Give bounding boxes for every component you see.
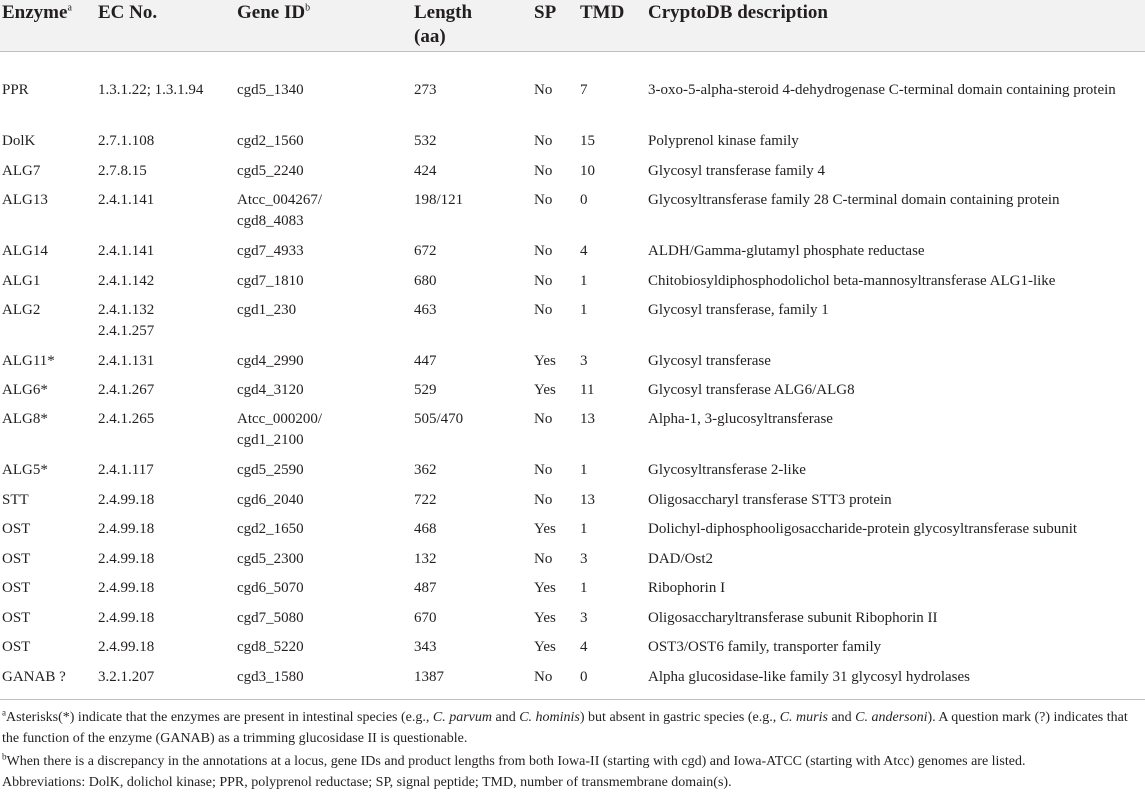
cell-sp: No [534, 551, 553, 567]
cell-enzyme: OST [2, 639, 31, 655]
cell-desc: OST3/OST6 family, transporter family [648, 639, 882, 655]
cell-length: 672 [414, 243, 437, 259]
cell-sp: No [534, 133, 553, 149]
cell-ec: 2.4.1.142 [98, 273, 155, 289]
cell-tmd: 3 [580, 353, 588, 369]
cell-sp: Yes [534, 382, 556, 398]
cell-sp: Yes [534, 580, 556, 596]
cell-ec: 2.4.1.265 [98, 411, 155, 427]
cell-desc: Ribophorin I [648, 580, 726, 596]
cell-ec: 2.4.99.18 [98, 521, 155, 537]
table-bottom-rule [0, 699, 1145, 700]
cell-tmd: 1 [580, 580, 588, 596]
cell-desc: Glycosyl transferase family 4 [648, 163, 826, 179]
cell-gene: cgd5_1340 [237, 82, 304, 98]
cell-enzyme: ALG2 [2, 302, 41, 318]
cell-sp: No [534, 273, 553, 289]
cell-tmd: 13 [580, 411, 595, 427]
cell-desc: DAD/Ost2 [648, 551, 714, 567]
cell-tmd: 3 [580, 551, 588, 567]
cell-gene: cgd2_1560 [237, 133, 304, 149]
cell-gene: cgd2_1650 [237, 521, 304, 537]
footnote-a: $^a$Asterisks(*) indicate that the enzymes are present in intestinal species (e.g., C. parvum and C. hominis) but absent in gastric species (e.g., C. muris and C. andersoni). A question mark (?) indicates that the function of the enzyme (GANAB) as a trimming glucosidase II is questionable. [2, 707, 1128, 746]
cell-gene: cgd7_5080 [237, 610, 304, 626]
cell-sp: No [534, 243, 553, 259]
cell-ec: 2.4.1.117 [98, 462, 154, 478]
cell-desc: Polyprenol kinase family [648, 133, 799, 149]
cell-enzyme: ALG8* [2, 411, 48, 427]
cell-sp: No [534, 411, 553, 427]
cell-sp: Yes [534, 639, 556, 655]
cell-gene: cgd7_4933 [237, 243, 304, 259]
cell-enzyme: ALG14 [2, 243, 48, 259]
cell-ec: 2.4.99.18 [98, 580, 155, 596]
cell-length: 1387 [414, 669, 444, 685]
cell-desc: Oligosaccharyltransferase subunit Ribophorin II [648, 610, 938, 626]
cell-ec: 2.4.1.132 2.4.1.257 [98, 302, 155, 339]
cell-gene: cgd4_2990 [237, 353, 304, 369]
cell-ec: 2.4.1.141 [98, 243, 155, 259]
cell-desc: Dolichyl-diphosphooligosaccharide-protein glycosyltransferase subunit [648, 521, 1078, 537]
cell-gene: cgd5_2590 [237, 462, 304, 478]
cell-sp: Yes [534, 610, 556, 626]
cell-gene: cgd5_2240 [237, 163, 304, 179]
header-gene-id: Gene $ID^b$ [237, 2, 311, 23]
cell-tmd: 4 [580, 639, 588, 655]
cell-tmd: 1 [580, 302, 588, 318]
cell-gene: cgd8_5220 [237, 639, 304, 655]
cell-enzyme: DolK [2, 133, 36, 149]
cell-gene: cgd7_1810 [237, 273, 304, 289]
cell-enzyme: ALG6* [2, 382, 48, 398]
cell-tmd: 7 [580, 82, 588, 98]
cell-length: 680 [414, 273, 437, 289]
cell-desc: ALDH/Gamma-glutamyl phosphate reductase [648, 243, 925, 259]
cell-length: 273 [414, 82, 437, 98]
cell-tmd: 1 [580, 462, 588, 478]
cell-length: 343 [414, 639, 437, 655]
header-length: Length (aa) [414, 2, 473, 47]
cell-desc: 3-oxo-5-alpha-steroid 4-dehydrogenase C-terminal domain containing protein [648, 82, 1116, 98]
cell-enzyme: PPR [2, 82, 29, 98]
cell-sp: No [534, 82, 553, 98]
cell-sp: No [534, 492, 553, 508]
cell-ec: 2.4.1.141 [98, 192, 155, 208]
cell-tmd: 11 [580, 382, 595, 398]
cell-enzyme: ALG11* [2, 353, 55, 369]
cell-tmd: 4 [580, 243, 588, 259]
cell-length: 529 [414, 382, 437, 398]
cell-enzyme: OST [2, 521, 31, 537]
footnote-b: $^b$When there is a discrepancy in the annotations at a locus, gene IDs and product lengths from both Iowa-II (starting with cgd) and Iowa-ATCC (starting with Atcc) genomes are listed. [2, 751, 1026, 769]
cell-enzyme: OST [2, 580, 31, 596]
cell-tmd: 0 [580, 669, 588, 685]
header-description: CryptoDB description [648, 2, 828, 23]
cell-length: 505/470 [414, 411, 464, 427]
cell-desc: Glycosyl transferase ALG6/ALG8 [648, 382, 855, 398]
cell-tmd: 1 [580, 521, 588, 537]
cell-length: 447 [414, 353, 437, 369]
cell-gene: cgd6_2040 [237, 492, 304, 508]
cell-ec: 2.7.1.108 [98, 133, 155, 149]
cell-length: 722 [414, 492, 437, 508]
header-enzyme: Enzyme$^a$ [2, 2, 72, 23]
cell-desc: Glycosyltransferase family 28 C-terminal domain containing protein [648, 192, 1060, 208]
cell-ec: 2.4.1.267 [98, 382, 155, 398]
cell-enzyme: ALG1 [2, 273, 41, 289]
cell-gene: Atcc_000200/ cgd1_2100 [237, 411, 322, 448]
cell-tmd: 15 [580, 133, 595, 149]
footnote-abbreviations: Abbreviations: DolK, dolichol kinase; PPR, polyprenol reductase; SP, signal peptide; TMD, number of transmembrane domain(s). [2, 775, 732, 790]
cell-sp: No [534, 462, 553, 478]
cell-desc: Oligosaccharyl transferase STT3 protein [648, 492, 892, 508]
table-header [0, 0, 1145, 52]
cell-length: 532 [414, 133, 437, 149]
cell-desc: Glycosyltransferase 2-like [648, 462, 806, 478]
cell-length: 463 [414, 302, 437, 318]
cell-ec: 2.4.99.18 [98, 610, 155, 626]
cell-desc: Alpha-1, 3-glucosyltransferase [648, 411, 833, 427]
cell-enzyme: ALG5* [2, 462, 48, 478]
cell-length: 198/121 [414, 192, 464, 208]
cell-sp: No [534, 163, 553, 179]
cell-enzyme: GANAB ? [2, 669, 66, 685]
header-sp: SP [534, 2, 557, 23]
cell-enzyme: OST [2, 610, 31, 626]
cell-length: 670 [414, 610, 437, 626]
cell-length: 362 [414, 462, 437, 478]
cell-gene: cgd4_3120 [237, 382, 304, 398]
cell-gene: Atcc_004267/ cgd8_4083 [237, 192, 322, 229]
cell-ec: 3.2.1.207 [98, 669, 155, 685]
cell-enzyme: STT [2, 492, 29, 508]
cell-desc: Glycosyl transferase, family 1 [648, 302, 829, 318]
cell-sp: No [534, 302, 553, 318]
cell-tmd: 13 [580, 492, 595, 508]
cell-ec: 2.4.99.18 [98, 639, 155, 655]
cell-gene: cgd5_2300 [237, 551, 304, 567]
cell-tmd: 10 [580, 163, 595, 179]
cell-length: 132 [414, 551, 437, 567]
cell-enzyme: OST [2, 551, 31, 567]
cell-ec: 2.4.99.18 [98, 551, 155, 567]
cell-gene: cgd1_230 [237, 302, 297, 318]
cell-tmd: 0 [580, 192, 588, 208]
cell-tmd: 3 [580, 610, 588, 626]
cell-enzyme: ALG13 [2, 192, 48, 208]
cell-length: 424 [414, 163, 437, 179]
cell-ec: 2.7.8.15 [98, 163, 147, 179]
header-ec: EC No. [98, 2, 158, 23]
cell-gene: cgd6_5070 [237, 580, 304, 596]
cell-desc: Alpha glucosidase-like family 31 glycosyl hydrolases [648, 669, 971, 685]
cell-sp: Yes [534, 521, 556, 537]
cell-tmd: 1 [580, 273, 588, 289]
header-tmd: TMD [580, 2, 625, 23]
cell-ec: 1.3.1.22; 1.3.1.94 [98, 82, 204, 98]
cell-gene: cgd3_1580 [237, 669, 304, 685]
cell-ec: 2.4.1.131 [98, 353, 155, 369]
cell-length: 487 [414, 580, 437, 596]
cell-desc: Chitobiosyldiphosphodolichol beta-mannosyltransferase ALG1-like [648, 273, 1056, 289]
cell-enzyme: ALG7 [2, 163, 41, 179]
cell-sp: Yes [534, 353, 556, 369]
cell-length: 468 [414, 521, 437, 537]
cell-sp: No [534, 669, 553, 685]
cell-ec: 2.4.99.18 [98, 492, 155, 508]
cell-sp: No [534, 192, 553, 208]
cell-desc: Glycosyl transferase [648, 353, 771, 369]
